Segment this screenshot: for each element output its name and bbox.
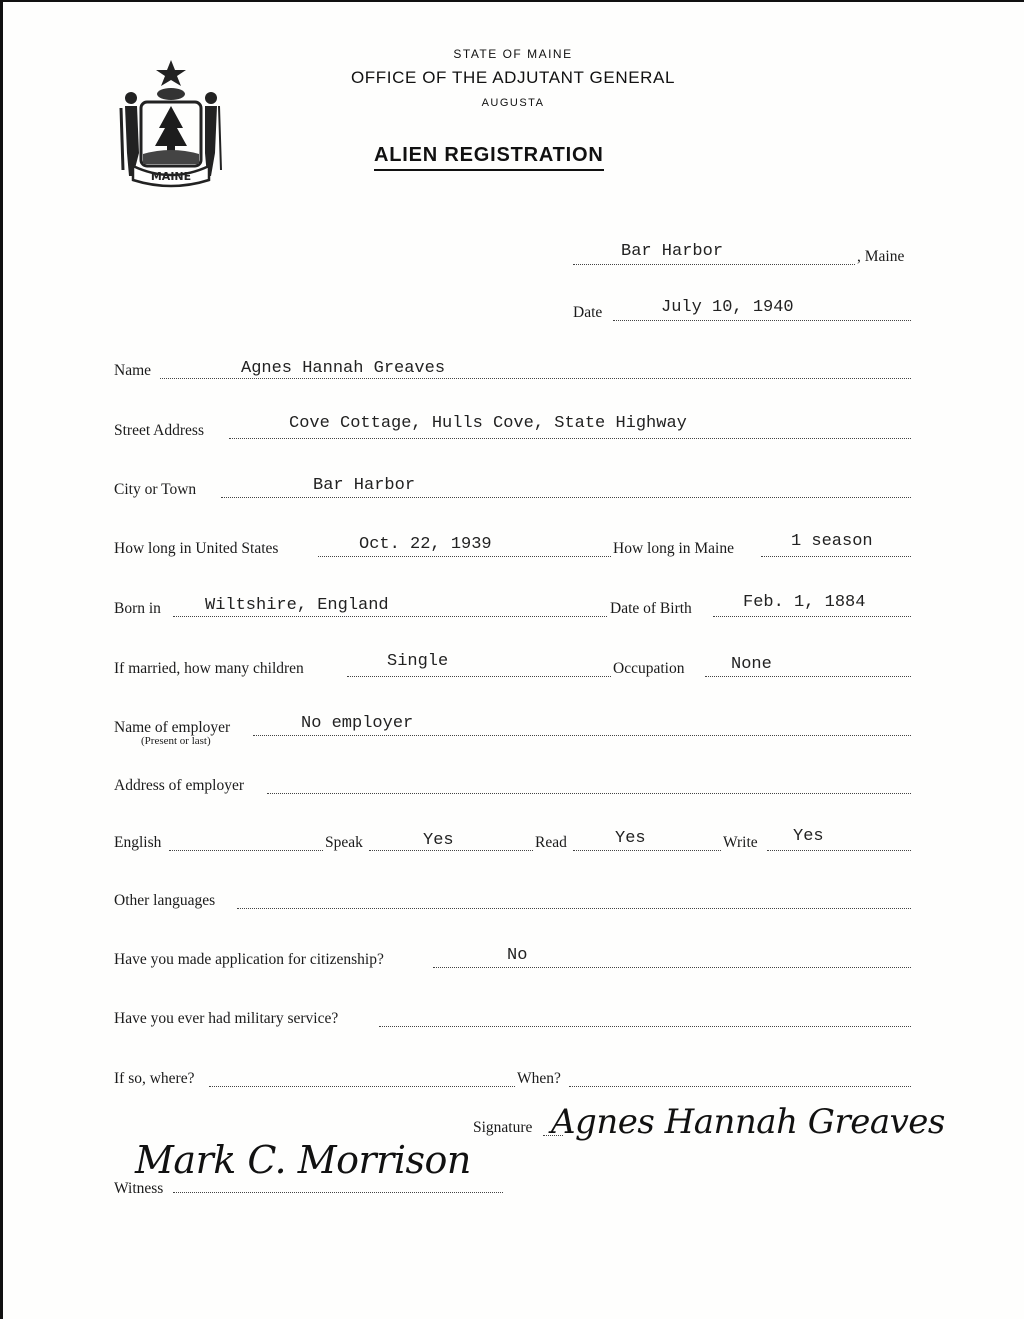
street-address-label: Street Address [114,422,204,439]
office-heading: OFFICE OF THE ADJUTANT GENERAL [350,68,676,87]
occupation-line [705,676,911,677]
employer-label: Name of employer [114,719,231,736]
where-label: If so, where? [114,1070,195,1087]
military-line [379,1026,911,1027]
write-label: Write [723,834,758,851]
born-in-line [173,616,607,617]
witness-line [173,1192,503,1193]
employer-sublabel: (Present or last) [141,735,211,747]
place-value: Bar Harbor [621,242,724,261]
read-line [573,850,721,851]
when-label: When? [517,1070,561,1087]
how-long-maine-line [761,556,911,557]
when-line [569,1086,911,1087]
employer-address-label: Address of employer [114,777,244,794]
date-of-birth-label: Date of Birth [610,600,692,617]
name-line [160,378,911,379]
where-line [209,1086,515,1087]
svg-text:MAINE: MAINE [150,170,192,183]
how-long-us-line [318,556,611,557]
speak-value: Yes [423,831,454,850]
witness-value: Mark C. Morrison [135,1138,471,1182]
city-line [221,497,911,498]
how-long-us-value: Oct. 22, 1939 [359,535,492,554]
citizenship-line [433,967,911,968]
signature-value: Agnes Hannah Greaves [551,1102,945,1142]
how-long-maine-value: 1 season [791,532,873,551]
form-title: ALIEN REGISTRATION [374,144,604,171]
date-label: Date [573,304,603,321]
born-in-label: Born in [114,600,161,617]
place-suffix: , Maine [857,248,905,265]
witness-label: Witness [114,1180,164,1197]
state-heading: STATE OF MAINE [453,47,573,61]
place-line [573,264,855,265]
children-line [347,676,611,677]
city-heading: AUGUSTA [481,97,545,109]
date-line [613,320,911,321]
write-value: Yes [793,827,824,846]
other-languages-line [237,908,911,909]
city-label: City or Town [114,481,197,498]
name-value: Agnes Hannah Greaves [241,359,446,378]
speak-line [369,850,533,851]
date-value: July 10, 1940 [661,298,794,317]
citizenship-value: No [507,946,528,965]
date-of-birth-value: Feb. 1, 1884 [743,593,866,612]
children-label: If married, how many children [114,660,304,677]
how-long-maine-label: How long in Maine [613,540,734,557]
street-address-value: Cove Cottage, Hulls Cove, State Highway [289,414,687,433]
children-value: Single [387,652,449,671]
how-long-us-label: How long in United States [114,540,279,557]
name-label: Name [114,362,152,379]
employer-line [253,735,911,736]
english-line [169,850,323,851]
read-value: Yes [615,829,646,848]
date-of-birth-line [713,616,911,617]
other-languages-label: Other languages [114,892,216,909]
employer-address-line [267,793,911,794]
occupation-label: Occupation [613,660,685,677]
state-seal-icon [111,58,231,188]
write-line [767,850,911,851]
read-label: Read [535,834,567,851]
born-in-value: Wiltshire, England [205,596,389,615]
military-label: Have you ever had military service? [114,1010,339,1027]
city-value: Bar Harbor [313,476,416,495]
citizenship-label: Have you made application for citizenship? [114,951,384,968]
occupation-value: None [731,655,772,674]
english-label: English [114,834,162,851]
street-address-line [229,438,911,439]
employer-value: No employer [301,714,414,733]
speak-label: Speak [325,834,363,851]
signature-label: Signature [473,1119,533,1136]
